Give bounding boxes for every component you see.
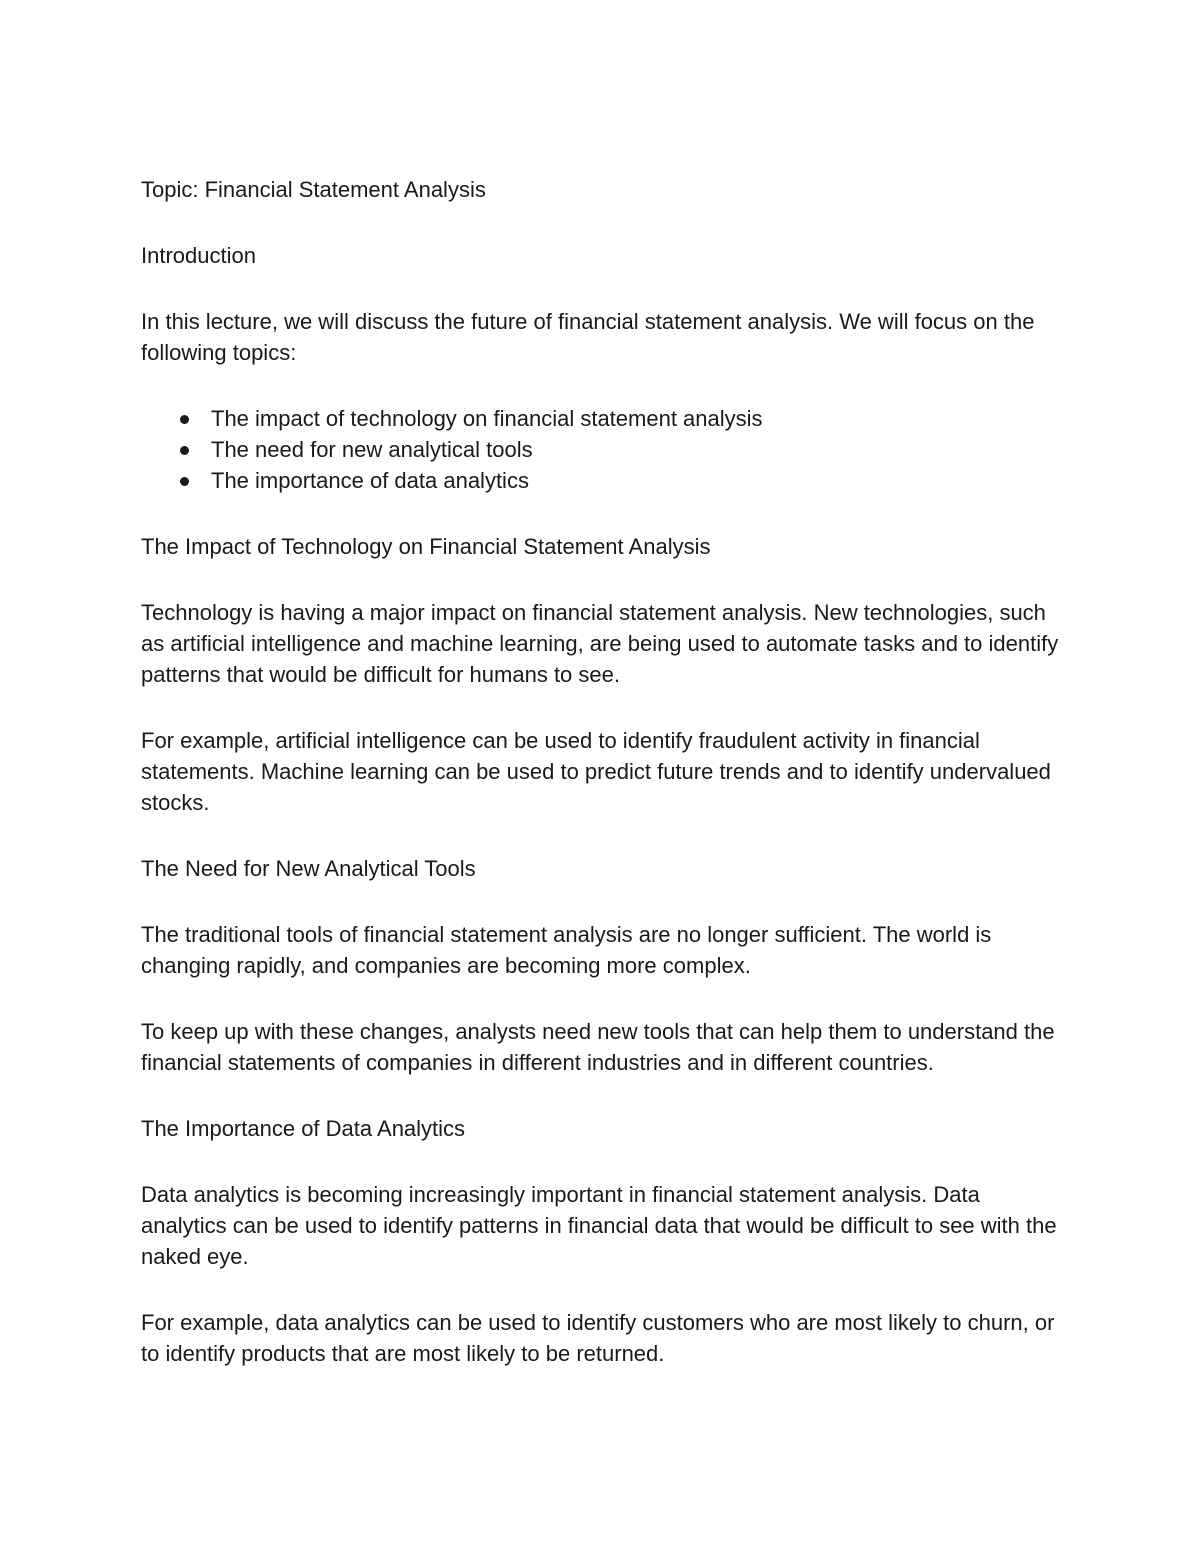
paragraph: Data analytics is becoming increasingly important in financial statement analysis. Data analytics can be used to identify patterns in financial data that would be difficult to see with the naked eye. — [141, 1182, 1057, 1269]
bullet-icon — [180, 446, 189, 455]
section-heading-data-analytics: The Importance of Data Analytics — [141, 1116, 466, 1141]
list-item-text: The importance of data analytics — [211, 468, 529, 493]
list-item-text: The impact of technology on financial statement analysis — [211, 406, 763, 431]
paragraph: To keep up with these changes, analysts need new tools that can help them to understand the financial statements of companies in different industries and in different countries. — [141, 1019, 1055, 1075]
topic-title: Topic: Financial Statement Analysis — [141, 177, 486, 202]
section-heading-technology: The Impact of Technology on Financial Statement Analysis — [141, 534, 711, 559]
list-item-text: The need for new analytical tools — [211, 437, 533, 462]
paragraph: For example, data analytics can be used to identify customers who are most likely to churn, or to identify products that are most likely to be returned. — [141, 1310, 1055, 1366]
list-item — [141, 465, 1071, 496]
intro-paragraph: In this lecture, we will discuss the future of financial statement analysis. We will focus on the following topics: — [141, 309, 1035, 365]
list-item — [141, 403, 1071, 434]
list-item — [141, 434, 1071, 465]
document-body — [141, 174, 1071, 1404]
paragraph: The traditional tools of financial statement analysis are no longer sufficient. The world is changing rapidly, and companies are becoming more complex. — [141, 922, 992, 978]
bullet-icon — [180, 415, 189, 424]
intro-heading: Introduction — [141, 243, 256, 268]
section-heading-tools: The Need for New Analytical Tools — [141, 856, 476, 881]
bullet-icon — [180, 477, 189, 486]
topics-list — [141, 403, 1071, 496]
paragraph: For example, artificial intelligence can be used to identify fraudulent activity in financial statements. Machine learning can be used to predict future trends and to identify undervalued stocks. — [141, 728, 1051, 815]
paragraph: Technology is having a major impact on financial statement analysis. New technologies, such as artificial intelligence and machine learning, are being used to automate tasks and to identify patterns that would be difficult for humans to see. — [141, 600, 1059, 687]
